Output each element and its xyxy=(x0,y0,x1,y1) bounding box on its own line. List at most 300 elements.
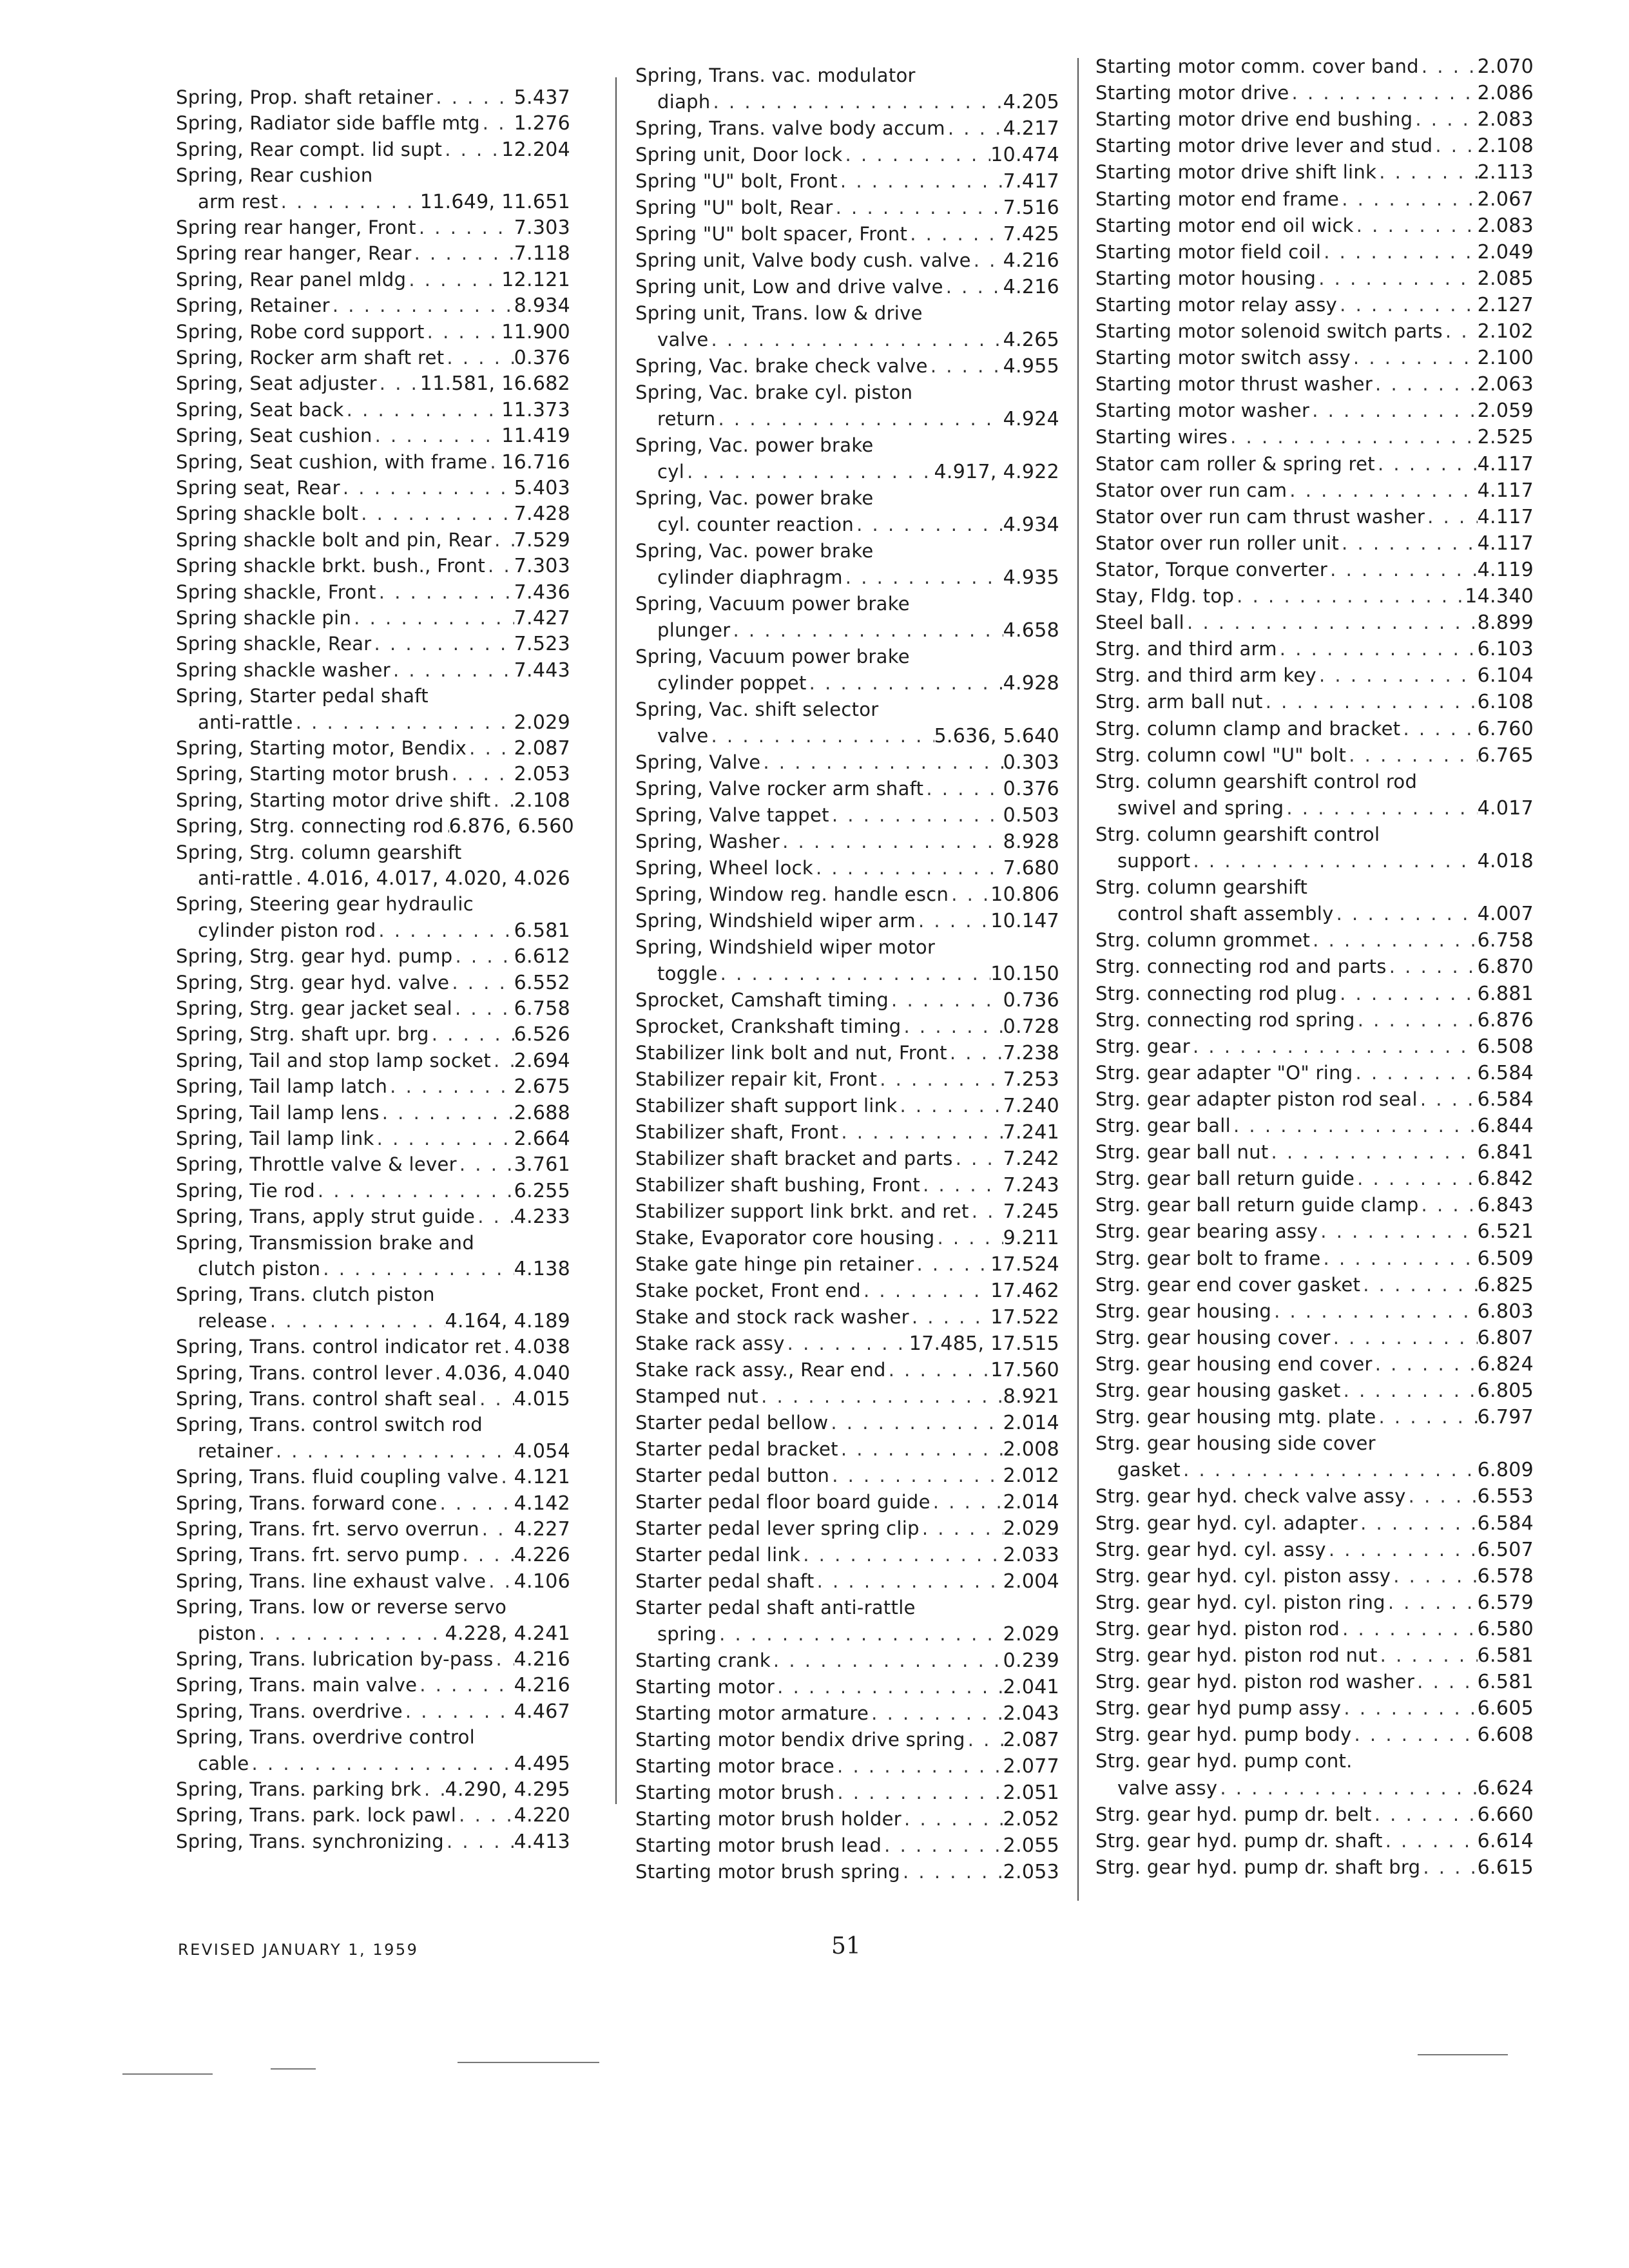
dot-leader xyxy=(387,1073,514,1100)
entry-label: Starting motor brace xyxy=(635,1755,835,1777)
entry-label: Starting motor field coil xyxy=(1095,241,1322,263)
entry-label: Spring, Wheel lock xyxy=(635,857,813,879)
index-entry xyxy=(635,722,1059,749)
index-entry xyxy=(1095,1033,1534,1060)
index-entry xyxy=(176,1593,570,1620)
entry-label: Spring, Tail lamp latch xyxy=(176,1075,388,1097)
entry-page-ref: 2.063 xyxy=(1477,373,1534,396)
entry-label: Strg. column grommet xyxy=(1095,929,1311,951)
entry-label: Strg. gear housing cover xyxy=(1095,1327,1331,1349)
dot-leader xyxy=(838,1119,1003,1146)
entry-label: Starting motor xyxy=(635,1676,775,1698)
entry-page-ref: 2.004 xyxy=(1003,1570,1059,1593)
entry-label: Spring, Starting motor, Bendix xyxy=(176,737,467,759)
entry-label: Starter pedal lever spring clip xyxy=(635,1517,920,1539)
entry-label: Starting motor comm. cover band xyxy=(1095,55,1419,77)
index-entry xyxy=(635,1330,1059,1357)
entry-label: Spring, Trans. line exhaust valve xyxy=(176,1570,487,1592)
dot-leader xyxy=(1432,132,1477,159)
entry-page-ref: 4.142 xyxy=(514,1492,570,1515)
index-entry xyxy=(176,630,570,657)
revision-date: REVISED JANUARY 1, 1959 xyxy=(178,1941,419,1959)
entry-label: Spring, Trans. frt. servo pump xyxy=(176,1544,460,1566)
entry-page-ref: 7.253 xyxy=(1003,1068,1059,1091)
dot-leader xyxy=(953,1145,1003,1172)
index-entry xyxy=(1095,1721,1534,1748)
index-entry xyxy=(176,1125,570,1152)
index-entry xyxy=(1095,768,1534,795)
entry-label: Spring, Trans. low or reverse servo xyxy=(176,1596,507,1618)
dot-leader xyxy=(499,1463,514,1490)
index-entry xyxy=(1095,530,1534,557)
index-entry xyxy=(635,1171,1059,1198)
entry-page-ref: 11.373 xyxy=(501,399,570,421)
entry-page-ref: 4.217 xyxy=(1003,117,1059,140)
entry-page-ref: 6.809 xyxy=(1477,1459,1534,1481)
index-entry xyxy=(635,326,1059,353)
index-entry xyxy=(1095,1854,1534,1881)
dot-leader xyxy=(901,1013,1003,1040)
dot-leader xyxy=(930,1488,1003,1515)
entry-page-ref: 2.694 xyxy=(514,1050,570,1072)
entry-label: Strg. gear ball xyxy=(1095,1115,1231,1137)
dot-leader xyxy=(1326,1536,1478,1563)
entry-label: Spring, Rear panel mldg xyxy=(176,269,407,291)
dot-leader xyxy=(1331,1324,1478,1351)
entry-label: Spring, Vacuum power brake xyxy=(635,593,910,615)
entry-label: Stabilizer repair kit, Front xyxy=(635,1068,878,1090)
entry-label: Spring, Strg. gear hyd. pump xyxy=(176,945,453,967)
entry-label: cylinder poppet xyxy=(657,672,807,694)
index-entry xyxy=(635,1858,1059,1885)
index-entry xyxy=(1095,1324,1534,1351)
entry-page-ref: 4.413 xyxy=(514,1831,570,1853)
dot-leader xyxy=(969,1198,1003,1225)
index-entry xyxy=(635,1303,1059,1331)
index-entry xyxy=(635,881,1059,908)
entry-label: Strg. gear end cover gasket xyxy=(1095,1274,1361,1296)
entry-page-ref: 2.113 xyxy=(1477,161,1534,184)
entry-page-ref: 6.584 xyxy=(1477,1088,1534,1111)
index-entry xyxy=(176,1463,570,1490)
dot-leader xyxy=(1372,1801,1478,1828)
index-entry xyxy=(635,1092,1059,1119)
entry-page-ref: 12.121 xyxy=(501,269,570,291)
index-entry xyxy=(176,240,570,267)
dot-leader xyxy=(807,669,1003,697)
dot-leader xyxy=(780,828,1003,855)
entry-page-ref: 6.615 xyxy=(1477,1856,1534,1879)
dot-leader xyxy=(1339,530,1478,557)
index-entry xyxy=(176,422,570,449)
entry-page-ref: 6.103 xyxy=(1477,638,1534,660)
dot-leader xyxy=(492,526,514,553)
entry-page-ref: 6.507 xyxy=(1477,1539,1534,1561)
index-entry xyxy=(1095,1589,1534,1616)
entry-page-ref: 2.053 xyxy=(1003,1861,1059,1883)
dot-leader xyxy=(869,1700,1003,1727)
entry-label: Stake pocket, Front end xyxy=(635,1280,861,1302)
entry-label: Spring, Trans. vac. modulator xyxy=(635,64,916,86)
entry-label: Stator over run cam xyxy=(1095,479,1287,501)
entry-label: Spring, Seat back xyxy=(176,399,344,421)
dot-leader xyxy=(412,240,514,267)
entry-page-ref: 4.227 xyxy=(514,1518,570,1541)
dot-leader xyxy=(1271,1298,1478,1325)
entry-page-ref: 10.150 xyxy=(990,963,1059,985)
index-entry xyxy=(1095,132,1534,159)
dot-leader xyxy=(838,1436,1003,1463)
index-entry xyxy=(1095,238,1534,265)
dot-leader xyxy=(897,1092,1003,1119)
entry-page-ref: 2.664 xyxy=(514,1128,570,1150)
entry-label: Starting motor brush holder xyxy=(635,1808,902,1830)
entry-page-ref: 4.117 xyxy=(1477,532,1534,555)
entry-label: Spring, Trans. park. lock pawl xyxy=(176,1804,457,1826)
entry-label: Spring, Starting motor drive shift xyxy=(176,789,491,811)
entry-page-ref: 2.100 xyxy=(1477,347,1534,369)
entry-label: support xyxy=(1117,850,1191,872)
entry-page-ref: 6.803 xyxy=(1477,1300,1534,1323)
entry-page-ref: 4.228, 4.241 xyxy=(445,1622,570,1645)
dot-leader xyxy=(293,709,514,736)
dot-leader xyxy=(1378,1642,1478,1669)
dot-leader xyxy=(449,969,514,996)
entry-page-ref: 2.087 xyxy=(514,737,570,760)
entry-page-ref: 4.121 xyxy=(514,1466,570,1488)
index-entry xyxy=(1095,794,1534,822)
dot-leader xyxy=(889,986,1003,1014)
index-entry xyxy=(1095,609,1534,636)
entry-page-ref: 6.660 xyxy=(1477,1803,1534,1826)
entry-page-ref: 2.059 xyxy=(1477,399,1534,422)
entry-page-ref: 0.303 xyxy=(1003,751,1059,774)
entry-page-ref: 4.226 xyxy=(514,1544,570,1566)
dot-leader xyxy=(421,1776,445,1803)
entry-label: Spring shackle pin xyxy=(176,607,352,629)
index-entry xyxy=(1095,318,1534,345)
entry-page-ref: 11.581, 16.682 xyxy=(419,372,570,395)
index-entry xyxy=(176,1750,570,1777)
dot-leader xyxy=(1376,159,1477,186)
entry-label: Strg. gear hyd. pump cont. xyxy=(1095,1750,1353,1772)
dot-leader xyxy=(1351,1721,1477,1748)
index-entry xyxy=(635,907,1059,934)
entry-page-ref: 6.108 xyxy=(1477,691,1534,713)
index-entry xyxy=(635,1541,1059,1568)
index-entry xyxy=(176,1360,570,1387)
index-entry xyxy=(635,62,1059,89)
dot-leader xyxy=(715,405,1003,432)
entry-label: valve assy xyxy=(1117,1777,1218,1799)
entry-label: Stay, Fldg. top xyxy=(1095,585,1235,607)
index-entry xyxy=(176,995,570,1022)
entry-page-ref: 7.241 xyxy=(1003,1121,1059,1144)
entry-label: valve xyxy=(657,329,709,351)
dot-leader xyxy=(358,500,514,527)
dot-leader xyxy=(758,1383,1003,1410)
index-entry xyxy=(1095,1562,1534,1590)
index-entry xyxy=(176,1021,570,1048)
entry-label: Starter pedal bellow xyxy=(635,1412,829,1434)
dot-leader xyxy=(1340,1615,1478,1642)
entry-label: Stabilizer support link brkt. and ret xyxy=(635,1200,969,1222)
dot-leader xyxy=(709,326,1003,353)
index-entry xyxy=(1095,186,1534,213)
entry-label: Strg. gear ball return guide xyxy=(1095,1168,1355,1189)
index-entry xyxy=(635,485,1059,512)
index-entry xyxy=(176,1307,570,1334)
entry-page-ref: 5.636, 5.640 xyxy=(934,725,1059,747)
dot-leader xyxy=(480,110,514,137)
footer-rule xyxy=(1418,2054,1508,2055)
index-entry xyxy=(176,735,570,762)
entry-page-ref: 7.523 xyxy=(514,633,570,655)
dot-leader xyxy=(486,1568,514,1595)
dot-leader xyxy=(901,1805,1003,1832)
entry-page-ref: 2.085 xyxy=(1477,267,1534,290)
dot-leader xyxy=(433,84,514,111)
index-entry xyxy=(176,812,575,840)
dot-leader xyxy=(1414,1668,1477,1695)
index-entry xyxy=(1095,821,1534,848)
entry-page-ref: 16.716 xyxy=(501,451,570,474)
dot-leader xyxy=(249,1750,514,1777)
index-entry xyxy=(176,552,570,579)
entry-page-ref: 6.765 xyxy=(1477,744,1534,767)
dot-leader xyxy=(438,1490,514,1517)
entry-page-ref: 4.495 xyxy=(514,1753,570,1775)
index-entry xyxy=(635,1753,1059,1780)
index-entry xyxy=(1095,344,1534,371)
index-entry xyxy=(1095,397,1534,424)
entry-page-ref: 6.876, 6.560 xyxy=(448,815,575,838)
entry-label: Spring, Vac. power brake xyxy=(635,434,874,456)
dot-leader xyxy=(943,273,1003,300)
entry-label: Strg. gear hyd. piston rod washer xyxy=(1095,1671,1415,1693)
entry-page-ref: 4.036, 4.040 xyxy=(445,1362,570,1385)
entry-label: Strg. column gearshift control xyxy=(1095,823,1380,845)
dot-leader xyxy=(429,1021,514,1048)
entry-label: Spring, Trans. lubrication by-pass xyxy=(176,1648,494,1670)
entry-page-ref: 2.067 xyxy=(1477,188,1534,211)
index-entry xyxy=(176,214,570,241)
entry-label: Starter pedal shaft anti-rattle xyxy=(635,1597,916,1619)
entry-page-ref: 2.012 xyxy=(1003,1465,1059,1487)
entry-page-ref: 7.428 xyxy=(514,503,570,525)
entry-label: Spring unit, Door lock xyxy=(635,144,843,166)
index-entry xyxy=(1095,1801,1534,1828)
index-entry xyxy=(176,1073,570,1100)
index-entry xyxy=(1095,1483,1534,1510)
index-entry xyxy=(1095,79,1534,106)
entry-page-ref: 4.054 xyxy=(514,1440,570,1463)
entry-page-ref: 4.106 xyxy=(514,1570,570,1593)
entry-label: Starter pedal bracket xyxy=(635,1438,838,1460)
dot-leader xyxy=(432,1360,445,1387)
entry-page-ref: 2.083 xyxy=(1477,108,1534,131)
entry-page-ref: 0.736 xyxy=(1003,989,1059,1012)
index-entry xyxy=(1095,159,1534,186)
entry-page-ref: 6.876 xyxy=(1477,1009,1534,1032)
entry-label: anti-rattle xyxy=(198,867,293,889)
entry-page-ref: 6.841 xyxy=(1477,1141,1534,1164)
entry-page-ref: 2.029 xyxy=(1003,1623,1059,1646)
entry-page-ref: 4.917, 4.922 xyxy=(934,461,1059,483)
entry-label: Spring, Rear cushion xyxy=(176,164,373,186)
entry-label: Strg. gear hyd. pump dr. belt xyxy=(1095,1803,1372,1825)
dot-leader xyxy=(1354,212,1478,239)
entry-label: Strg. gear xyxy=(1095,1035,1190,1057)
index-entry xyxy=(635,220,1059,247)
entry-label: Spring, Trans. control lever xyxy=(176,1362,433,1384)
footer-rule xyxy=(271,2068,316,2070)
dot-leader xyxy=(947,1039,1003,1066)
index-entry xyxy=(176,1828,570,1855)
entry-label: cyl xyxy=(657,461,685,483)
index-entry xyxy=(176,760,570,787)
entry-label: Spring, Window reg. handle escn xyxy=(635,883,949,905)
entry-label: Spring, Trans. overdrive xyxy=(176,1700,403,1722)
entry-label: Starting motor bendix drive spring xyxy=(635,1729,965,1751)
entry-label: Spring rear hanger, Front xyxy=(176,216,416,238)
entry-page-ref: 6.578 xyxy=(1477,1565,1534,1588)
index-entry xyxy=(176,1515,570,1542)
dot-leader xyxy=(444,1828,514,1855)
dot-leader xyxy=(1181,1456,1478,1483)
entry-label: Spring, Vacuum power brake xyxy=(635,646,910,668)
entry-label: Starting motor solenoid switch parts xyxy=(1095,320,1443,342)
entry-page-ref: 6.605 xyxy=(1477,1697,1534,1720)
index-entry xyxy=(1095,1165,1534,1192)
index-entry xyxy=(1095,1403,1534,1430)
dot-leader xyxy=(731,617,1003,644)
index-entry xyxy=(176,709,570,736)
index-entry xyxy=(176,1099,570,1126)
dot-leader xyxy=(494,1646,514,1673)
entry-page-ref: 4.117 xyxy=(1477,479,1534,502)
entry-label: Spring, Strg. connecting rod xyxy=(176,815,444,837)
entry-label: Starting motor drive shift link xyxy=(1095,161,1377,183)
dot-leader xyxy=(1228,423,1477,450)
index-entry xyxy=(176,1490,570,1517)
index-entry xyxy=(1095,742,1534,769)
entry-page-ref: 4.164, 4.189 xyxy=(445,1310,570,1332)
dot-leader xyxy=(1334,900,1478,927)
entry-label: Stabilizer shaft bracket and parts xyxy=(635,1148,953,1169)
index-entry xyxy=(1095,556,1534,583)
dot-leader xyxy=(1341,1695,1477,1722)
index-entry xyxy=(635,1462,1059,1489)
entry-label: Starting motor drive end bushing xyxy=(1095,108,1413,130)
entry-label: Spring, Valve rocker arm shaft xyxy=(635,778,924,800)
entry-page-ref: 7.240 xyxy=(1003,1095,1059,1117)
dot-leader xyxy=(1373,1350,1478,1378)
index-entry xyxy=(635,1119,1059,1146)
dot-leader xyxy=(273,1437,514,1465)
entry-label: toggle xyxy=(657,963,718,985)
index-entry xyxy=(635,1700,1059,1727)
entry-label: retainer xyxy=(198,1440,273,1462)
entry-page-ref: 2.086 xyxy=(1477,82,1534,104)
entry-page-ref: 0.376 xyxy=(514,347,570,369)
index-entry xyxy=(635,1066,1059,1093)
entry-label: Starting motor end frame xyxy=(1095,188,1340,210)
dot-leader xyxy=(928,352,1003,380)
entry-page-ref: 6.760 xyxy=(1477,718,1534,740)
entry-label: Spring, Tie rod xyxy=(176,1180,315,1202)
entry-label: Spring "U" bolt spacer, Front xyxy=(635,223,908,245)
dot-leader xyxy=(886,1356,990,1383)
dot-leader xyxy=(949,881,990,908)
dot-leader xyxy=(1289,79,1478,106)
entry-page-ref: 6.508 xyxy=(1477,1035,1534,1058)
entry-page-ref: 6.580 xyxy=(1477,1618,1534,1640)
entry-page-ref: 4.928 xyxy=(1003,672,1059,695)
entry-page-ref: 7.436 xyxy=(514,581,570,604)
index-entry xyxy=(1095,847,1534,874)
index-entry xyxy=(176,370,570,397)
dot-leader xyxy=(709,722,934,749)
dot-leader xyxy=(834,1779,1003,1806)
entry-page-ref: 6.584 xyxy=(1477,1512,1534,1535)
entry-label: release xyxy=(198,1310,267,1332)
index-entry xyxy=(176,110,570,137)
entry-label: Spring, Rear compt. lid supt xyxy=(176,139,443,160)
entry-page-ref: 0.376 xyxy=(1003,778,1059,800)
index-entry xyxy=(635,617,1059,644)
index-entry xyxy=(1095,635,1534,662)
entry-page-ref: 17.485, 17.515 xyxy=(909,1332,1059,1355)
index-entry xyxy=(176,1646,570,1673)
dot-leader xyxy=(416,214,514,241)
entry-label: Spring "U" bolt, Front xyxy=(635,170,838,192)
index-entry xyxy=(1095,1086,1534,1113)
index-entry xyxy=(635,802,1059,829)
entry-label: Starter pedal link xyxy=(635,1544,801,1566)
entry-label: Spring, Trans. control shaft seal xyxy=(176,1388,477,1410)
entry-page-ref: 10.474 xyxy=(990,144,1059,166)
dot-leader xyxy=(718,960,991,987)
dot-leader xyxy=(452,995,514,1022)
index-entry xyxy=(176,865,570,892)
entry-page-ref: 6.581 xyxy=(1477,1671,1534,1693)
index-entry xyxy=(635,1779,1059,1806)
entry-page-ref: 6.584 xyxy=(1477,1062,1534,1084)
entry-page-ref: 2.675 xyxy=(514,1075,570,1098)
index-entry xyxy=(1095,1827,1534,1854)
entry-label: Strg. gear hyd. cyl. adapter xyxy=(1095,1512,1358,1534)
dot-leader xyxy=(934,1224,1003,1251)
entry-label: Spring, Trans. synchronizing xyxy=(176,1831,444,1852)
entry-page-ref: 4.935 xyxy=(1003,566,1059,589)
dot-leader xyxy=(907,220,1003,247)
dot-leader xyxy=(717,1620,1003,1648)
index-entry xyxy=(635,934,1059,961)
dot-leader xyxy=(479,1515,514,1542)
entry-page-ref: 2.008 xyxy=(1003,1438,1059,1461)
entry-label: Stabilizer shaft bushing, Front xyxy=(635,1174,921,1196)
index-entry xyxy=(176,318,570,345)
index-entry xyxy=(635,247,1059,274)
index-entry xyxy=(176,1385,570,1412)
entry-label: Starter pedal floor board guide xyxy=(635,1491,930,1513)
index-entry xyxy=(635,1013,1059,1040)
entry-label: Stake rack assy., Rear end xyxy=(635,1359,886,1381)
entry-label: Spring, Trans. forward cone xyxy=(176,1492,438,1514)
dot-leader xyxy=(475,1203,514,1230)
entry-label: Strg. gear hyd. cyl. assy xyxy=(1095,1539,1326,1561)
